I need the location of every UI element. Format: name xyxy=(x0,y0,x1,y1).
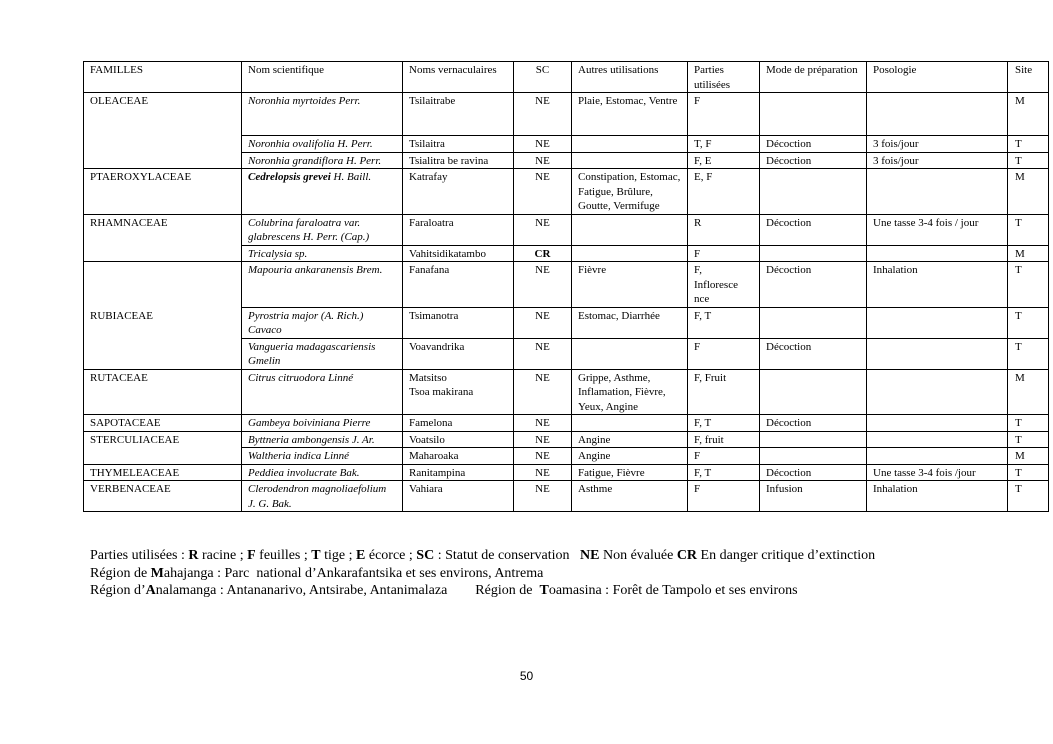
site-cell: M xyxy=(1008,448,1049,465)
legend-text: CR xyxy=(676,548,698,563)
legend-text: Non évaluée xyxy=(599,548,677,563)
parts-used-cell: F xyxy=(688,338,760,369)
conservation-status-cell: NE xyxy=(514,262,572,308)
other-uses-cell: Grippe, Asthme, Inflamation, Fièvre, Yeux, Angine xyxy=(572,369,688,415)
dosage-cell xyxy=(867,448,1008,465)
scientific-name-cell: Citrus citruodora Linné xyxy=(242,369,403,415)
header-cell: Autres utilisations xyxy=(572,62,688,93)
dosage-cell: 3 fois/jour xyxy=(867,136,1008,153)
family-cell: RHAMNACEAE xyxy=(84,214,242,262)
site-cell: T xyxy=(1008,338,1049,369)
legend-text: SC xyxy=(416,548,435,563)
preparation-cell xyxy=(760,369,867,415)
preparation-cell xyxy=(760,245,867,262)
site-cell: T xyxy=(1008,415,1049,432)
conservation-status-cell: NE xyxy=(514,464,572,481)
parts-used-cell: F xyxy=(688,245,760,262)
legend-text: T xyxy=(311,548,321,563)
vernacular-name-cell: Vahiara xyxy=(403,481,514,512)
scientific-name-bold: Cedrelopsis grevei xyxy=(248,171,331,183)
legend-region-mahajanga xyxy=(90,565,875,583)
dosage-cell xyxy=(867,245,1008,262)
other-uses-cell xyxy=(572,415,688,432)
other-uses-cell: Angine xyxy=(572,448,688,465)
legend-text: R xyxy=(188,548,199,563)
table-row xyxy=(84,93,1049,136)
conservation-status-cell: NE xyxy=(514,136,572,153)
parts-used-cell: F xyxy=(688,93,760,136)
scientific-name-cell: Pyrostria major (A. Rich.) Cavaco xyxy=(242,307,403,338)
scientific-name-cell xyxy=(242,169,403,215)
table-row xyxy=(84,214,1049,245)
site-cell: M xyxy=(1008,245,1049,262)
scientific-name-author: H. Baill. xyxy=(330,171,372,183)
parts-used-cell: F xyxy=(688,481,760,512)
vernacular-name-cell: Fanafana xyxy=(403,262,514,308)
legend-text: T xyxy=(539,583,549,598)
preparation-cell: Infusion xyxy=(760,481,867,512)
dosage-cell xyxy=(867,431,1008,448)
preparation-cell xyxy=(760,448,867,465)
dosage-cell xyxy=(867,169,1008,215)
scientific-name-cell: Mapouria ankaranensis Brem. xyxy=(242,262,403,308)
conservation-status-cell: NE xyxy=(514,415,572,432)
legend-text: A xyxy=(145,583,156,598)
parts-used-cell: R xyxy=(688,214,760,245)
table-row xyxy=(84,464,1049,481)
family-cell: VERBENACEAE xyxy=(84,481,242,512)
other-uses-cell: Angine xyxy=(572,431,688,448)
legend-parts-and-status xyxy=(90,547,875,565)
table-header-row xyxy=(84,62,1049,93)
site-cell: T xyxy=(1008,262,1049,308)
header-cell: Posologie xyxy=(867,62,1008,93)
header-cell: Mode de préparation xyxy=(760,62,867,93)
other-uses-cell xyxy=(572,245,688,262)
conservation-status-cell: CR xyxy=(514,245,572,262)
dosage-cell xyxy=(867,307,1008,338)
legend-text: : Statut de conservation xyxy=(434,548,580,563)
site-cell: M xyxy=(1008,93,1049,136)
other-uses-cell xyxy=(572,152,688,169)
conservation-status-cell: NE xyxy=(514,93,572,136)
dosage-cell: Inhalation xyxy=(867,481,1008,512)
preparation-cell: Décoction xyxy=(760,262,867,308)
table-row xyxy=(84,369,1049,415)
other-uses-cell xyxy=(572,214,688,245)
preparation-cell xyxy=(760,169,867,215)
header-cell: Nom scientifique xyxy=(242,62,403,93)
conservation-status-cell: NE xyxy=(514,152,572,169)
dosage-cell xyxy=(867,338,1008,369)
header-cell: FAMILLES xyxy=(84,62,242,93)
other-uses-cell: Constipation, Estomac, Fatigue, Brûlure, Goutte, Vermifuge xyxy=(572,169,688,215)
preparation-cell: Décoction xyxy=(760,415,867,432)
conservation-status-cell: NE xyxy=(514,307,572,338)
parts-used-cell: F, T xyxy=(688,464,760,481)
vernacular-name-cell: Tsilaitrabe xyxy=(403,93,514,136)
scientific-name-cell: Tricalysia sp. xyxy=(242,245,403,262)
family-cell: SAPOTACEAE xyxy=(84,415,242,432)
table-row xyxy=(84,481,1049,512)
scientific-name-cell: Waltheria indica Linné xyxy=(242,448,403,465)
dosage-cell: 3 fois/jour xyxy=(867,152,1008,169)
conservation-status-cell: NE xyxy=(514,214,572,245)
site-cell: T xyxy=(1008,431,1049,448)
legend-text: E xyxy=(356,548,366,563)
dosage-cell: Inhalation xyxy=(867,262,1008,308)
dosage-cell: Une tasse 3-4 fois /jour xyxy=(867,464,1008,481)
legend-text: écorce ; xyxy=(365,548,417,563)
family-cell: PTAEROXYLACEAE xyxy=(84,169,242,215)
site-cell: M xyxy=(1008,169,1049,215)
conservation-status-cell: NE xyxy=(514,448,572,465)
preparation-cell xyxy=(760,307,867,338)
scientific-name-cell: Noronhia myrtoides Perr. xyxy=(242,93,403,136)
dosage-cell xyxy=(867,415,1008,432)
legend-text: Parties utilisées : xyxy=(90,548,189,563)
parts-used-cell: F, Fruit xyxy=(688,369,760,415)
legend-text: NE xyxy=(580,548,600,563)
family-cell: THYMELEACEAE xyxy=(84,464,242,481)
scientific-name-cell: Vangueria madagascariensis Gmelin xyxy=(242,338,403,369)
table-row xyxy=(84,415,1049,432)
site-cell: T xyxy=(1008,464,1049,481)
vernacular-name-cell: Matsitso Tsoa makirana xyxy=(403,369,514,415)
site-cell: M xyxy=(1008,369,1049,415)
vernacular-name-cell: Ranitampina xyxy=(403,464,514,481)
legend-text: En danger critique d’extinction xyxy=(697,548,876,563)
header-cell: Parties utilisées xyxy=(688,62,760,93)
parts-used-cell: F, E xyxy=(688,152,760,169)
other-uses-cell: Fatigue, Fièvre xyxy=(572,464,688,481)
site-cell: T xyxy=(1008,307,1049,338)
vernacular-name-cell: Katrafay xyxy=(403,169,514,215)
other-uses-cell: Estomac, Diarrhée xyxy=(572,307,688,338)
legend xyxy=(90,547,875,600)
legend-text: nalamanga : Antananarivo, Antsirabe, Antanimalaza Région de xyxy=(155,583,540,598)
other-uses-cell: Fièvre xyxy=(572,262,688,308)
legend-text: oamasina : Forêt de Tampolo et ses environs xyxy=(548,583,798,598)
parts-used-cell: F, T xyxy=(688,415,760,432)
vernacular-name-cell: Voavandrika xyxy=(403,338,514,369)
other-uses-cell: Plaie, Estomac, Ventre xyxy=(572,93,688,136)
parts-used-cell: F, T xyxy=(688,307,760,338)
scientific-name-cell: Byttneria ambongensis J. Ar. xyxy=(242,431,403,448)
parts-used-cell: T, F xyxy=(688,136,760,153)
family-cell: RUBIACEAE xyxy=(84,262,242,370)
vernacular-name-cell: Vahitsidikatambo xyxy=(403,245,514,262)
parts-used-cell: F, fruit xyxy=(688,431,760,448)
scientific-name-cell: Peddiea involucrate Bak. xyxy=(242,464,403,481)
header-cell: SC xyxy=(514,62,572,93)
conservation-status-cell: NE xyxy=(514,481,572,512)
family-cell: RUTACEAE xyxy=(84,369,242,415)
legend-text: feuilles ; xyxy=(255,548,312,563)
table-row xyxy=(84,262,1049,308)
conservation-status-cell: NE xyxy=(514,169,572,215)
scientific-name-cell: Gambeya boiviniana Pierre xyxy=(242,415,403,432)
vernacular-name-cell: Voatsilo xyxy=(403,431,514,448)
site-cell: T xyxy=(1008,481,1049,512)
legend-text: F xyxy=(247,548,256,563)
vernacular-name-cell: Tsilaitra xyxy=(403,136,514,153)
legend-text: Région de xyxy=(90,565,151,581)
page-number: 50 xyxy=(519,669,534,683)
scientific-name-cell: Noronhia grandiflora H. Perr. xyxy=(242,152,403,169)
conservation-status-cell: NE xyxy=(514,338,572,369)
conservation-status-cell: NE xyxy=(514,431,572,448)
site-cell: T xyxy=(1008,136,1049,153)
other-uses-cell xyxy=(572,136,688,153)
preparation-cell: Décoction xyxy=(760,152,867,169)
site-cell: T xyxy=(1008,152,1049,169)
preparation-cell: Décoction xyxy=(760,214,867,245)
table-row xyxy=(84,169,1049,215)
preparation-cell xyxy=(760,93,867,136)
preparation-cell: Décoction xyxy=(760,464,867,481)
parts-used-cell: F, Infloresce nce xyxy=(688,262,760,308)
other-uses-cell: Asthme xyxy=(572,481,688,512)
family-cell: OLEACEAE xyxy=(84,93,242,169)
vernacular-name-cell: Tsimanotra xyxy=(403,307,514,338)
vernacular-name-cell: Faraloatra xyxy=(403,214,514,245)
parts-used-cell: E, F xyxy=(688,169,760,215)
dosage-cell xyxy=(867,369,1008,415)
header-cell: Site xyxy=(1008,62,1049,93)
legend-text: ahajanga : Parc national d’Ankarafantsika et ses environs, Antrema xyxy=(163,565,544,581)
legend-text: racine ; xyxy=(198,548,248,563)
legend-text: M xyxy=(150,565,164,581)
preparation-cell: Décoction xyxy=(760,338,867,369)
site-cell: T xyxy=(1008,214,1049,245)
dosage-cell xyxy=(867,93,1008,136)
vernacular-name-cell: Tsialitra be ravina xyxy=(403,152,514,169)
family-cell: STERCULIACEAE xyxy=(84,431,242,464)
plants-table xyxy=(83,61,1049,512)
vernacular-name-cell: Famelona xyxy=(403,415,514,432)
header-cell: Noms vernaculaires xyxy=(403,62,514,93)
scientific-name-cell: Colubrina faraloatra var. glabrescens H. Perr. (Cap.) xyxy=(242,214,403,245)
legend-text: Région d’ xyxy=(90,583,146,598)
other-uses-cell xyxy=(572,338,688,369)
preparation-cell: Décoction xyxy=(760,136,867,153)
parts-used-cell: F xyxy=(688,448,760,465)
dosage-cell: Une tasse 3-4 fois / jour xyxy=(867,214,1008,245)
table-row xyxy=(84,431,1049,448)
legend-regions-analamanga-toamasina xyxy=(90,582,875,600)
legend-text: tige ; xyxy=(320,548,357,563)
conservation-status-cell: NE xyxy=(514,369,572,415)
vernacular-name-cell: Maharoaka xyxy=(403,448,514,465)
scientific-name-cell: Clerodendron magnoliaefolium J. G. Bak. xyxy=(242,481,403,512)
preparation-cell xyxy=(760,431,867,448)
scientific-name-cell: Noronhia ovalifolia H. Perr. xyxy=(242,136,403,153)
